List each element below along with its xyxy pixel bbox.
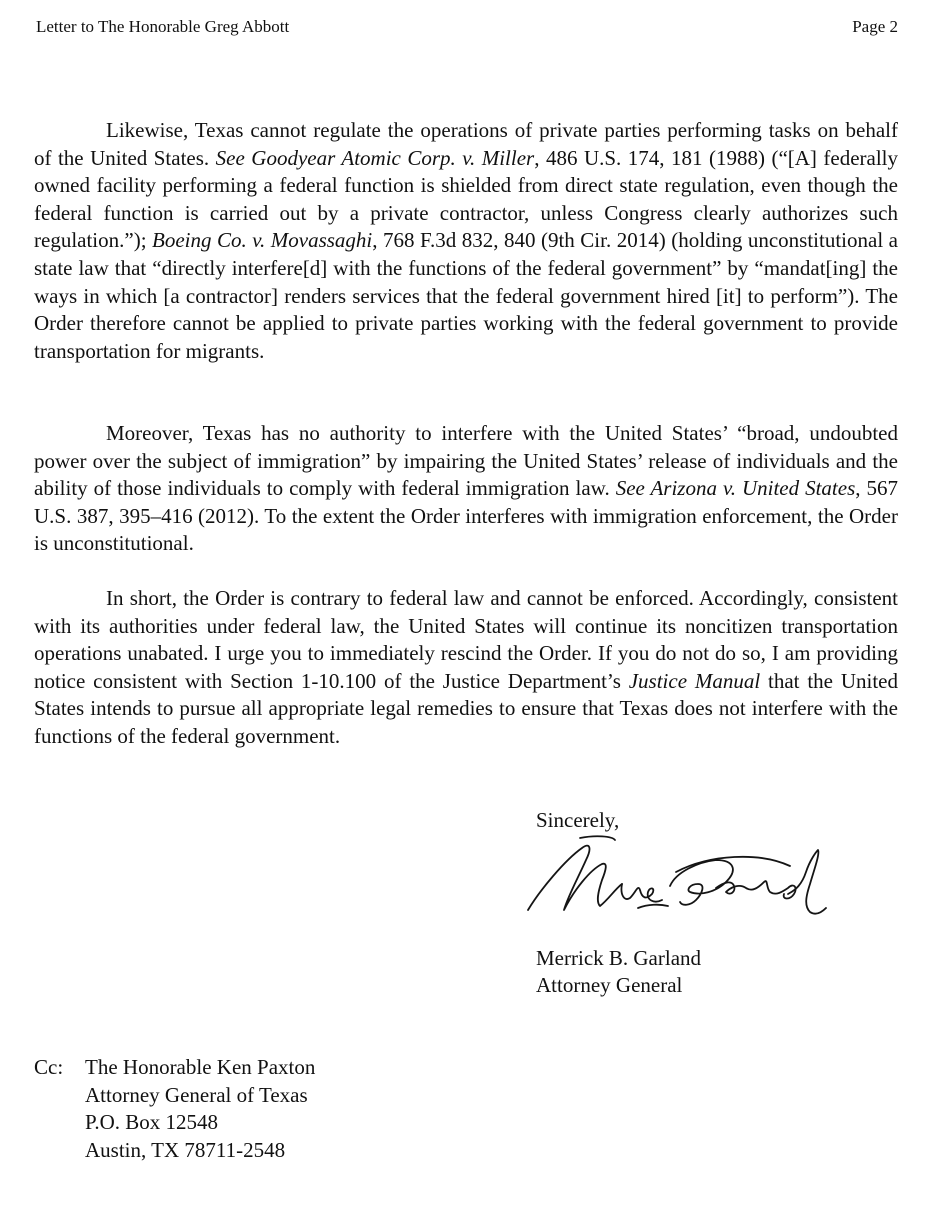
paragraph-immigration-power: [34, 420, 898, 558]
running-header-title: Letter to The Honorable Greg Abbott: [36, 17, 290, 36]
cc-label: Cc:: [34, 1055, 64, 1079]
signer-title: Attorney General: [536, 973, 683, 997]
paragraph-text: , 567 U.S. 387, 395–416 (2012). To the extent the Order interferes with immigration enforcement, the Order is unconstitutional.: [34, 476, 898, 556]
cc-recipient: [85, 1054, 315, 1164]
paragraph-conclusion: [34, 585, 898, 751]
manual-title: Justice Manual: [628, 668, 761, 693]
closing-salutation: Sincerely,: [536, 808, 620, 832]
case-citation: See Goodyear Atomic Corp. v. Miller: [215, 145, 535, 170]
case-citation: See Arizona v. United States: [615, 476, 856, 501]
signer-name: Merrick B. Garland: [536, 946, 702, 970]
paragraph-text: Moreover, Texas has no authority to interfere with the United States’ “broad, undoubted power over the subject of immigration” by impairing the United States’ release of individuals and the ability of those individuals to comply with federal immigration law.: [34, 421, 898, 501]
cc-recipient-name: The Honorable Ken Paxton: [85, 1055, 316, 1079]
paragraph-text: Likewise, Texas cannot regulate the operations of private parties performing tasks on behalf of the United States.: [34, 118, 898, 170]
handwritten-signature-icon: [520, 830, 830, 940]
paragraph-text: In short, the Order is contrary to federal law and cannot be enforced. Accordingly, consistent with its authorities under federal law, the United States will continue its noncitizen transportation operations unabated. I urge you to immediately rescind the Order. If you do not do so, I am providing notice consistent with Section 1-10.100 of the Justice Department’s: [34, 586, 898, 693]
cc-recipient-title: Attorney General of Texas: [85, 1082, 308, 1107]
paragraph-text: , 768 F.3d 832, 840 (9th Cir. 2014) (holding unconstitutional a state law that “directly interfere[d] with the functions of the federal government” by “mandat[ing] the ways in which [a contractor] renders services that the federal government hired [it] to perform”). The Order therefore cannot be applied to private parties working with the federal government to provide transportation for migrants.: [34, 228, 898, 363]
page-number: Page 2: [852, 17, 898, 36]
paragraph-text: that the United States intends to pursue all appropriate legal remedies to ensure that Texas does not interfere with the functions of the federal government.: [34, 668, 898, 748]
case-citation: Boeing Co. v. Movassaghi: [152, 228, 373, 253]
cc-address-line: P.O. Box 12548: [85, 1110, 219, 1135]
paragraph-private-parties: [34, 117, 898, 365]
cc-address-city: Austin, TX 78711-2548: [85, 1137, 286, 1162]
paragraph-text: , 486 U.S. 174, 181 (1988) (“[A] federally owned facility performing a federal function is shielded from direct state regulation, even though the federal function is carried out by a private contractor, unless Congress clearly authorizes such regulation.”);: [34, 145, 899, 253]
